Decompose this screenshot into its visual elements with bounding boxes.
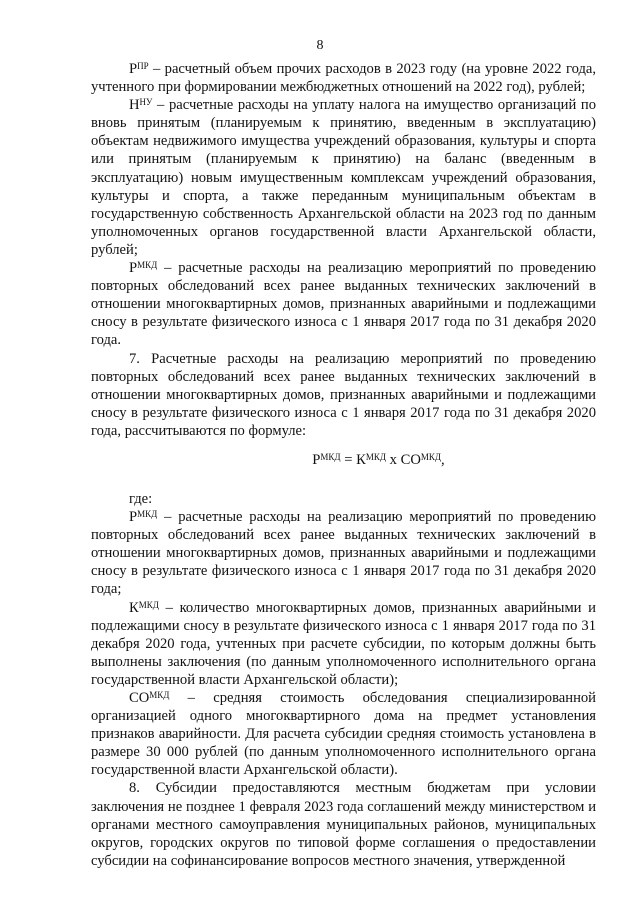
document-body bbox=[91, 60, 596, 870]
page-number: 8 bbox=[316, 38, 324, 53]
definition-r-mkd-2: $Р^{МКД}$ – расчетные расходы на реализацию мероприятий по проведению повторных обследований всех ранее выданных технических заключений в отношении многоквартирных домов, признанных аварийными и подлежащими сносу в результате физического износа с 1 января 2017 года по 31 декабря 2020 года; bbox=[91, 509, 596, 598]
paragraph-8: 8. Субсидии предоставляются местным бюджетам при условии заключения не позднее 1 февраля 2023 года соглашений между министерством и органами местного самоуправления муниципальных районов, муниципальных округов, городских округов по типовой форме соглашения о предоставлении субсидии на софинансирование вопросов местного значения, утвержденной bbox=[91, 780, 596, 869]
definition-n-nu: $Н^{НУ}$ – расчетные расходы на уплату налога на имущество организаций по вновь принятым (планируемым к принятию, введенным в эксплуатацию) объектам недвижимого имущества учреждений образования, культуры и спорта или принятым (планируемым к принятию) на баланс (введенным в эксплуатацию) новым имущественным комплексам учреждений образования, культуры и спорта, а также переданным муниципальным объектам в государственную собственность Архангельской области на 2023 год по данным уполномоченных органов государственной власти Архангельской области, рублей; bbox=[91, 97, 596, 258]
definition-k-mkd: $К^{МКД}$ – количество многоквартирных домов, признанных аварийными и подлежащими сносу в результате физического износа с 1 января 2017 года по 31 декабря 2020 года, учтенных при расчете субсидии, по которым должны быть выполнены заключения (по данным уполномоченного исполнительного органа государственной власти Архангельской области); bbox=[91, 599, 596, 688]
definition-r-pr: $Р^{ПР}$ – расчетный объем прочих расходов в 2023 году (на уровне 2022 года, учтенного при формировании межбюджетных отношений на 2022 год), рублей; bbox=[91, 61, 596, 96]
definition-co-mkd: $СО^{МКД}$ – средняя стоимость обследования специализированной организацией одного многоквартирного дома на предмет установления признаков аварийности. Для расчета субсидии средняя стоимость установлена в размере 30 000 рублей (по данным уполномоченного исполнительного органа государственной власти Архангельской области). bbox=[91, 690, 596, 779]
spacer bbox=[91, 476, 596, 490]
where-label: где: bbox=[129, 490, 153, 507]
paragraph-7: 7. Расчетные расходы на реализацию мероприятий по проведению повторных обследований всех ранее выданных технических заключений в отношении многоквартирных домов, признанных аварийными и подлежащими сносу в результате физического износа с 1 января 2017 года по 31 декабря 2020 года, рассчитываются по формуле: bbox=[91, 350, 596, 439]
formula: $Р^{МКД} = К^{МКД}$ х $СО^{МКД}$, bbox=[312, 451, 445, 468]
definition-r-mkd: $Р^{МКД}$ – расчетные расходы на реализацию мероприятий по проведению повторных обследований всех ранее выданных технических заключений в отношении многоквартирных домов, признанных аварийными и подлежащими сносу в результате физического износа с 1 января 2017 года по 31 декабря 2020 года. bbox=[91, 260, 596, 349]
